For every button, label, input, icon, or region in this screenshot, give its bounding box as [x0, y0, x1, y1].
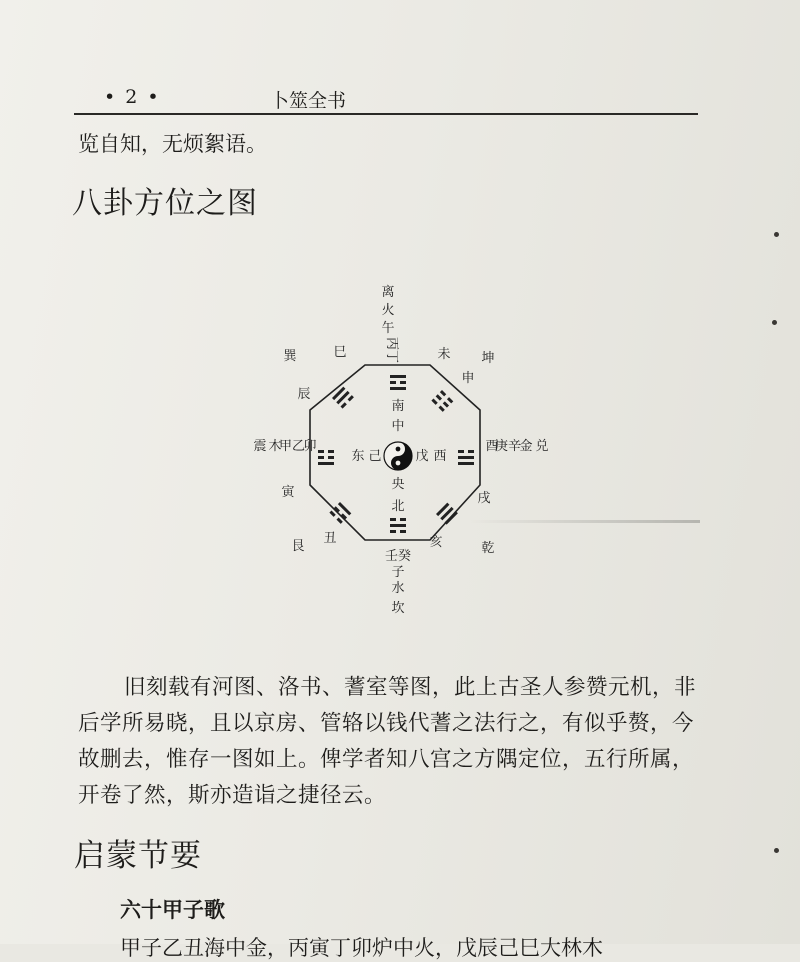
- label-branch-11: 酉: [485, 439, 499, 454]
- label-center-bottom: 央: [391, 477, 405, 492]
- label-branch-3: 申: [461, 371, 475, 386]
- label-branch-2: 未: [437, 347, 451, 362]
- page-speck: [772, 320, 777, 325]
- paragraph-text: 旧刻载有河图、洛书、蓍室等图，此上古圣人参赞元机，非后学所易晓，且以京房、管辂以钱代蓍之法行之，有似乎赘，今故删去，惟存一图如上。俾学者知八宫之方隅定位，五行所属，开卷了然，斯亦造诣之捷径云。: [78, 675, 697, 808]
- label-west: 西: [433, 449, 447, 464]
- label-branch-7: 亥: [429, 535, 443, 550]
- label-east-1: 甲乙: [278, 439, 306, 454]
- label-top-3: 离: [381, 285, 395, 300]
- subsection-title: 六十甲子歌: [120, 897, 225, 922]
- label-xun: 巽: [283, 349, 297, 364]
- label-qian: 乾: [481, 541, 495, 556]
- label-east: 东: [351, 449, 365, 464]
- header-rule: [74, 113, 698, 115]
- label-west-1: 庚辛: [494, 439, 522, 454]
- page-speck: [774, 848, 779, 853]
- label-branch-4: 辰: [297, 387, 311, 402]
- taiji-icon: [384, 442, 412, 470]
- label-kun: 坤: [481, 351, 495, 366]
- label-center-top: 中: [391, 419, 405, 434]
- trigram-kan: [390, 518, 406, 533]
- section-title-qimeng: 启蒙节要: [74, 838, 202, 874]
- text-line-top: 览自知，无烦絮语。: [78, 132, 267, 156]
- label-east-2: 木: [268, 439, 282, 454]
- trigram-qian: [436, 503, 458, 525]
- book-title: 卜筮全书: [270, 90, 347, 112]
- label-top-2: 火: [381, 303, 395, 318]
- trigram-gen: [329, 502, 351, 524]
- label-branch-9: 子: [391, 565, 405, 580]
- bagua-diagram: [230, 270, 570, 640]
- label-east-3: 震: [253, 439, 267, 454]
- section-title-bagua: 八卦方位之图: [72, 186, 258, 221]
- label-branch-1: 巳: [333, 345, 347, 360]
- label-branch-10: 卯: [303, 439, 317, 454]
- label-gen: 艮: [291, 539, 305, 554]
- bagua-svg: [230, 270, 570, 640]
- trigram-zhen: [318, 450, 334, 465]
- label-west-3: 兑: [535, 439, 549, 454]
- trigram-kun: [431, 390, 453, 412]
- label-bottom-1: 壬癸: [384, 549, 412, 564]
- label-branch-12: 午: [381, 321, 395, 336]
- trigram-dui: [458, 450, 474, 465]
- page-speck: [774, 232, 779, 237]
- label-top-1: 丙丁: [384, 336, 399, 364]
- cut-off-text-line: 甲子乙丑海中金，丙寅丁卯炉中火，戊辰己巳大林木: [120, 936, 603, 960]
- label-south: 南: [391, 399, 405, 414]
- label-bottom-2: 水: [391, 581, 405, 596]
- trigram-li: [390, 375, 406, 390]
- label-west-2: 金: [519, 439, 533, 454]
- label-bottom-3: 坎: [391, 601, 405, 616]
- page-number: • 2 •: [104, 86, 161, 108]
- label-center-left: 己: [368, 449, 382, 464]
- running-header: [90, 86, 700, 114]
- label-center-right: 戊: [415, 449, 429, 464]
- label-branch-8: 寅: [281, 485, 295, 500]
- body-paragraph: [78, 670, 700, 814]
- page-crease: [470, 520, 700, 523]
- label-branch-5: 戌: [477, 491, 491, 506]
- label-branch-6: 丑: [323, 531, 337, 546]
- label-north: 北: [391, 499, 405, 514]
